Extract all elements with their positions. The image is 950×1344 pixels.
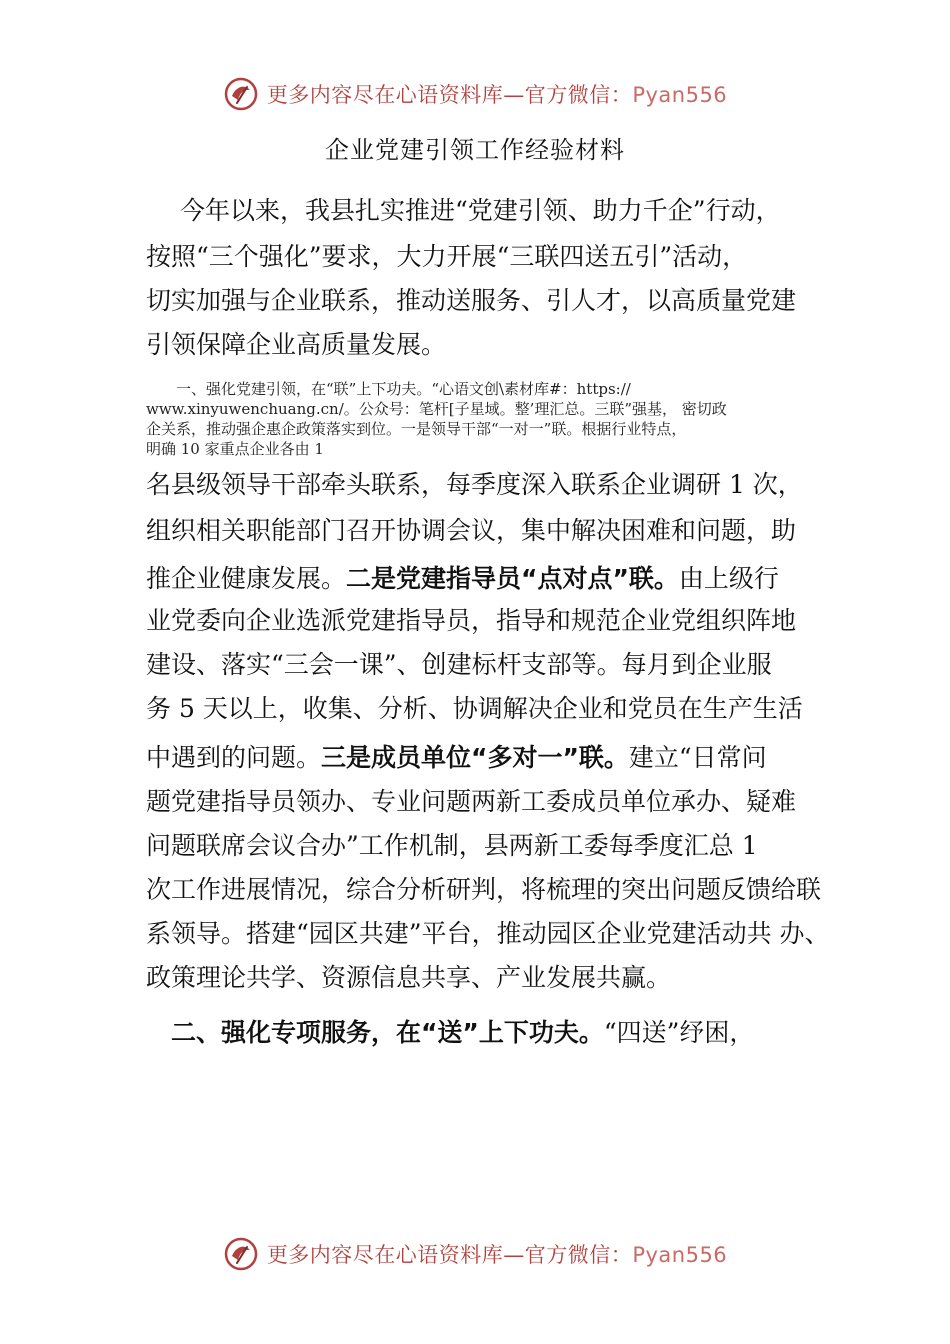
small-line: www.xinyuwenchuang.cn/。公众号：笔杆[子星域。整’理汇总。三联”强基， 密切政 bbox=[146, 400, 727, 418]
text-line-with-bold: 推企业健康发展。二是党建指导员“点对点”联。由上级行 bbox=[146, 564, 779, 593]
text-line: 切实加强与企业联系，推动送服务、引人才，以高质量党建 bbox=[146, 286, 797, 315]
text-line: 次工作进展情况，综合分析研判，将梳理的突出问题反馈给联 bbox=[146, 875, 822, 904]
bold-phrase: 三是成员单位“多对一”联。 bbox=[321, 743, 629, 772]
text-line: 业党委向企业选派党建指导员，指导和规范企业党组织阵地 bbox=[146, 606, 797, 635]
text-line: 系领导。搭建“园区共建”平台，推动园区企业党建活动共 办、 bbox=[146, 919, 830, 948]
section-heading-line: 二、强化专项服务，在“送”上下功夫。“四送”纾困， bbox=[146, 1018, 755, 1047]
text-line-with-bold: 中遇到的问题。三是成员单位“多对一”联。建立“日常问 bbox=[146, 743, 767, 772]
text-line: 政策理论共学、资源信息共享、产业发展共赢。 bbox=[146, 963, 672, 992]
small-line: 一、强化党建引领，在“联”上下功夫。“心语文创\素材库#：https:// bbox=[146, 380, 631, 398]
brand-logo-icon bbox=[223, 76, 259, 112]
small-line: 明确 10 家重点企业各由 1 bbox=[146, 440, 324, 458]
footer-watermark-banner bbox=[0, 1232, 950, 1276]
banner-text: 更多内容尽在心语资料库—官方微信：Pyan556 bbox=[266, 1243, 728, 1267]
text-line: 务 5 天以上，收集、分析、协调解决企业和党员在生产生活 bbox=[146, 694, 803, 723]
text-line: 今年以来，我县扎实推进“党建引领、助力千企”行动， bbox=[180, 196, 781, 225]
wechat-id: Pyan556 bbox=[632, 1243, 728, 1267]
section-heading: 二、强化专项服务，在“送”上下功夫。 bbox=[146, 1018, 604, 1047]
text-line: 引领保障企业高质量发展。 bbox=[146, 330, 447, 359]
text-line: 建设、落实“三会一课”、创建标杆支部等。每月到企业服 bbox=[146, 650, 772, 679]
wechat-id: Pyan556 bbox=[632, 83, 728, 107]
text-line: 组织相关职能部门召开协调会议，集中解决困难和问题，助 bbox=[146, 516, 797, 545]
banner-text: 更多内容尽在心语资料库—官方微信：Pyan556 bbox=[266, 83, 728, 107]
text-line: 题党建指导员领办、专业问题两新工委成员单位承办、疑难 bbox=[146, 787, 797, 816]
text-line: 问题联席会议合办”工作机制，县两新工委每季度汇总 1 bbox=[146, 831, 758, 860]
text-line: 按照“三个强化”要求，大力开展“三联四送五引”活动， bbox=[146, 242, 748, 271]
document-title: 企业党建引领工作经验材料 bbox=[325, 136, 625, 164]
text-line: 名县级领导干部牵头联系，每季度深入联系企业调研 1 次， bbox=[146, 470, 803, 499]
brand-logo-icon bbox=[223, 1236, 259, 1272]
small-line: 企关系，推动强企惠企政策落实到位。一是领导干部“一对一”联。根据行业特点， bbox=[146, 420, 687, 438]
bold-phrase: 二是党建指导员“点对点”联。 bbox=[346, 564, 679, 593]
header-watermark-banner bbox=[0, 72, 950, 116]
